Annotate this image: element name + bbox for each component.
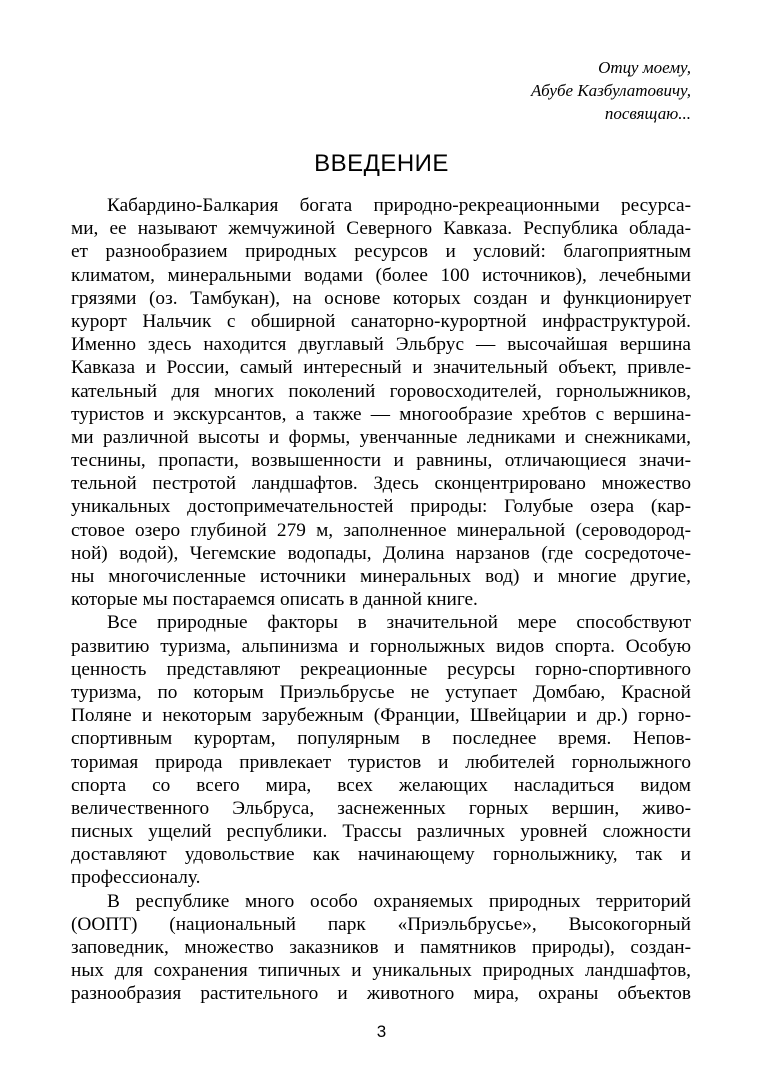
text-line: ной) водой), Чегемские водопады, Долина нарзанов (где сосредоточе- <box>71 542 691 564</box>
text-line: ценность представляют рекреационные ресурсы горно-спортивного <box>71 658 691 680</box>
text-line: величественного Эльбруса, заснеженных горных вершин, живо- <box>71 797 691 819</box>
dedication <box>531 56 691 125</box>
page-number: 3 <box>376 1022 387 1041</box>
dedication-line: Абубе Казбулатовичу, <box>530 81 691 100</box>
text-line: (ООПТ) (национальный парк «Приэльбрусье», Высокогорный <box>71 913 691 935</box>
text-line: ных для сохранения типичных и уникальных природных ландшафтов, <box>71 960 691 982</box>
text-line: спорта со всего мира, всех желающих насладиться видом <box>71 774 691 796</box>
text-line: профессионалу. <box>71 867 201 889</box>
text-line: разнообразия растительного и животного мира, охраны объектов <box>71 983 691 1005</box>
text-line: климатом, минеральными водами (более 100 источников), лечебными <box>71 264 691 286</box>
text-line: туризма, по которым Приэльбрусье не уступает Домбаю, Красной <box>71 681 691 703</box>
text-line: грязями (оз. Тамбукан), на основе которых создан и функционирует <box>71 287 691 309</box>
paragraph-1 <box>71 194 691 611</box>
text-line: которые мы постараемся описать в данной книге. <box>71 589 478 611</box>
text-line: писных ущелий республики. Трассы различных уровней сложности <box>71 821 691 843</box>
text-line: ми различной высоты и формы, увенчанные ледниками и снежниками, <box>71 426 691 448</box>
text-line: В республике много особо охраняемых природных территорий <box>107 890 691 912</box>
text-line: Все природные факторы в значительной мере способствуют <box>107 612 691 634</box>
text-line: спортивным курортам, популярным в последнее время. Непов- <box>71 728 691 750</box>
dedication-line: Отцу моему, <box>598 58 691 77</box>
text-line: тельной пестротой ландшафтов. Здесь сконцентрировано множество <box>71 473 691 495</box>
text-line: стовое озеро глубиной 279 м, заполненное минеральной (сероводород- <box>71 519 691 541</box>
text-line: Кавказа и России, самый интересный и значительный объект, привле- <box>71 357 691 379</box>
text-line: Кабардино-Балкария богата природно-рекреационными ресурса- <box>107 195 691 216</box>
text-line: ны многочисленные источники минеральных вод) и многие другие, <box>71 566 691 587</box>
text-line: заповедник, множество заказников и памятников природы), создан- <box>71 937 691 958</box>
text-line: ет разнообразием природных ресурсов и условий: благоприятным <box>71 241 691 263</box>
text-line: развитию туризма, альпинизма и горнолыжных видов спорта. Особую <box>71 635 691 657</box>
text-line: Поляне и некоторым зарубежным (Франции, Швейцарии и др.) горно- <box>71 705 691 727</box>
text-line: торимая природа привлекает туристов и любителей горнолыжного <box>71 751 691 773</box>
text-line: курорт Нальчик с обширной санаторно-курортной инфраструктурой. <box>71 310 691 332</box>
dedication-line: посвящаю... <box>604 104 691 123</box>
paragraph-2 <box>71 611 691 889</box>
text-line: теснины, пропасти, возвышенности и равнины, отличающиеся значи- <box>71 450 691 472</box>
text-line: ми, ее называют жемчужиной Северного Кавказа. Республика облада- <box>71 218 691 240</box>
text-line: уникальных достопримечательностей природы: Голубые озера (кар- <box>71 496 691 518</box>
text-line: Именно здесь находится двуглавый Эльбрус — высочайшая вершина <box>71 334 691 356</box>
text-line: доставляют удовольствие как начинающему горнолыжнику, так и <box>71 844 691 866</box>
chapter-heading: ВВЕДЕНИЕ <box>314 150 449 177</box>
text-line: кательный для многих поколений горовосходителей, горнолыжников, <box>71 380 691 402</box>
paragraph-3 <box>71 890 691 1006</box>
text-line: туристов и экскурсантов, а также — многообразие хребтов с вершина- <box>71 403 691 425</box>
body-text <box>71 194 691 1006</box>
